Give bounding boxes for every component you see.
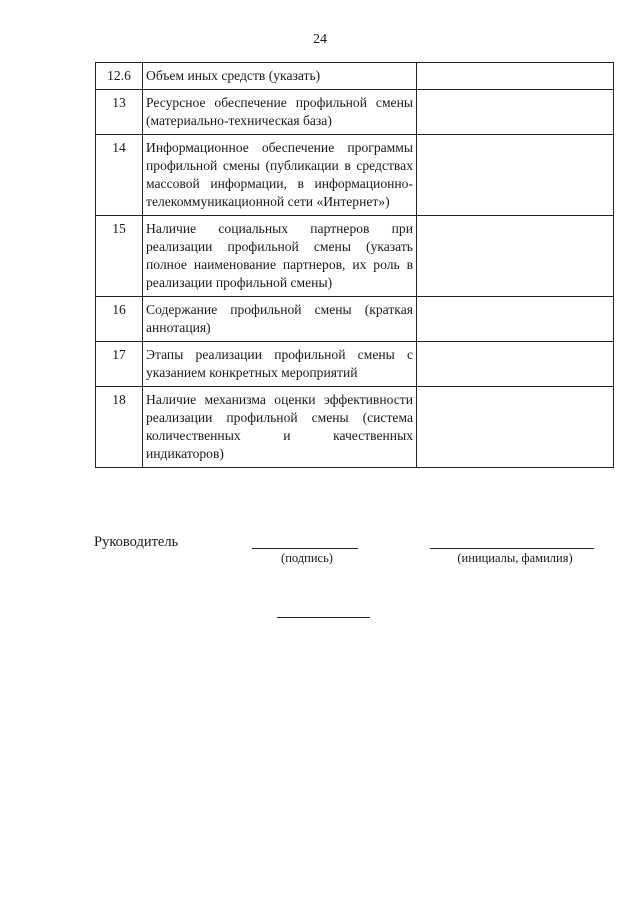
row-description: Наличие социальных партнеров при реализации профильной смены (указать полное наименование партнеров, их роль в реализации профильной смены) xyxy=(143,216,417,297)
signature-line[interactable] xyxy=(252,548,358,549)
table-row xyxy=(96,297,614,342)
row-number: 15 xyxy=(96,216,143,297)
row-value-cell[interactable] xyxy=(417,135,614,216)
table-row xyxy=(96,135,614,216)
table-row xyxy=(96,342,614,387)
row-value-cell[interactable] xyxy=(417,63,614,90)
name-caption: (инициалы, фамилия) xyxy=(457,551,573,565)
end-divider xyxy=(277,617,370,618)
table-row xyxy=(96,63,614,90)
row-number: 17 xyxy=(96,342,143,387)
row-description: Ресурсное обеспечение профильной смены (материально-техническая база) xyxy=(143,90,417,135)
signature-block xyxy=(0,534,640,574)
row-description: Информационное обеспечение программы профильной смены (публикации в средствах массовой информации, в информационно-телекоммуникационной сети «Интернет») xyxy=(143,135,417,216)
row-value-cell[interactable] xyxy=(417,297,614,342)
signature-caption: (подпись) xyxy=(281,551,333,565)
row-number: 18 xyxy=(96,387,143,468)
row-description: Этапы реализации профильной смены с указанием конкретных мероприятий xyxy=(143,342,417,387)
row-number: 12.6 xyxy=(96,63,143,90)
row-value-cell[interactable] xyxy=(417,90,614,135)
row-value-cell[interactable] xyxy=(417,342,614,387)
row-value-cell[interactable] xyxy=(417,216,614,297)
row-description: Наличие механизма оценки эффективности реализации профильной смены (система количественных и качественных индикаторов) xyxy=(143,387,417,468)
table-row xyxy=(96,90,614,135)
table-row xyxy=(96,387,614,468)
signatory-role: Руководитель xyxy=(94,534,179,550)
row-number: 13 xyxy=(96,90,143,135)
row-description: Объем иных средств (указать) xyxy=(143,63,417,90)
program-table xyxy=(95,62,614,468)
name-line[interactable] xyxy=(430,548,594,549)
row-number: 16 xyxy=(96,297,143,342)
row-number: 14 xyxy=(96,135,143,216)
row-value-cell[interactable] xyxy=(417,387,614,468)
page-number: 24 xyxy=(313,32,327,47)
table-row xyxy=(96,216,614,297)
row-description: Содержание профильной смены (краткая аннотация) xyxy=(143,297,417,342)
